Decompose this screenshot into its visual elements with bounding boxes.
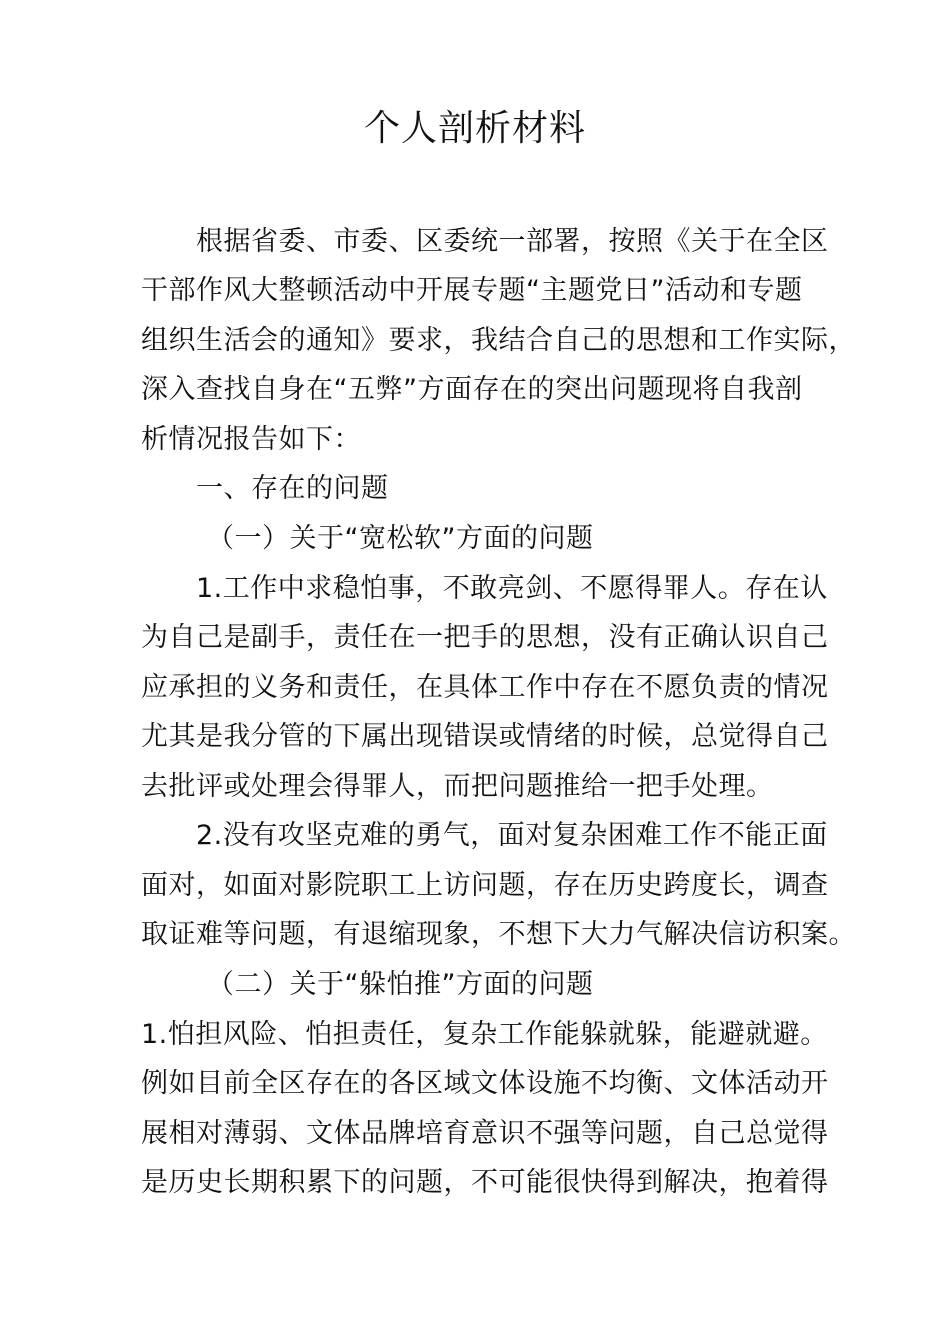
paragraph-line: 取证难等问题，有退缩现象，不想下大力气解决信访积案。 (141, 919, 856, 950)
paragraph-line: 展相对薄弱、文体品牌培育意识不强等问题，自己总觉得 (141, 1118, 829, 1149)
subsection-heading: （二）关于“躲怕推”方面的问题 (207, 969, 594, 1000)
paragraph-line: 例如目前全区存在的各区域文体设施不均衡、文体活动开 (141, 1068, 829, 1099)
document-title: 个人剖析材料 (363, 108, 586, 149)
paragraph-line: 析情况报告如下： (141, 424, 361, 455)
paragraph-line: 干部作风大整顿活动中开展专题“主题党日”活动和专题 (141, 275, 803, 306)
paragraph-line: 1.怕担风险、怕担责任，复杂工作能躲就躲，能避就避。 (141, 1019, 828, 1050)
paragraph-line: 面对，如面对影院职工上访问题，存在历史跨度长，调查 (141, 870, 829, 901)
paragraph-line: 是历史长期积累下的问题，不可能很快得到解决，抱着得 (141, 1167, 829, 1198)
paragraph-line: 为自己是副手，责任在一把手的思想，没有正确认识自己 (141, 622, 829, 653)
paragraph-line: 组织生活会的通知》要求，我结合自己的思想和工作实际， (141, 325, 856, 356)
paragraph-line: 根据省委、市委、区委统一部署，按照《关于在全区 (196, 226, 829, 257)
paragraph-line: 2.没有攻坚克难的勇气，面对复杂困难工作不能正面 (196, 820, 828, 851)
paragraph-line: 尤其是我分管的下属出现错误或情绪的时候，总觉得自己 (141, 721, 829, 752)
paragraph-line: 应承担的义务和责任，在具体工作中存在不愿负责的情况 (141, 672, 829, 703)
subsection-heading: （一）关于“宽松软”方面的问题 (207, 523, 594, 554)
paragraph-line: 去批评或处理会得罪人，而把问题推给一把手处理。 (141, 771, 774, 802)
paragraph-line: 1.工作中求稳怕事，不敢亮剑、不愿得罪人。存在认 (196, 573, 828, 604)
paragraph-line: 深入查找自身在“五弊”方面存在的突出问题现将自我剖 (141, 374, 803, 405)
section-heading: 一、存在的问题 (196, 473, 389, 504)
